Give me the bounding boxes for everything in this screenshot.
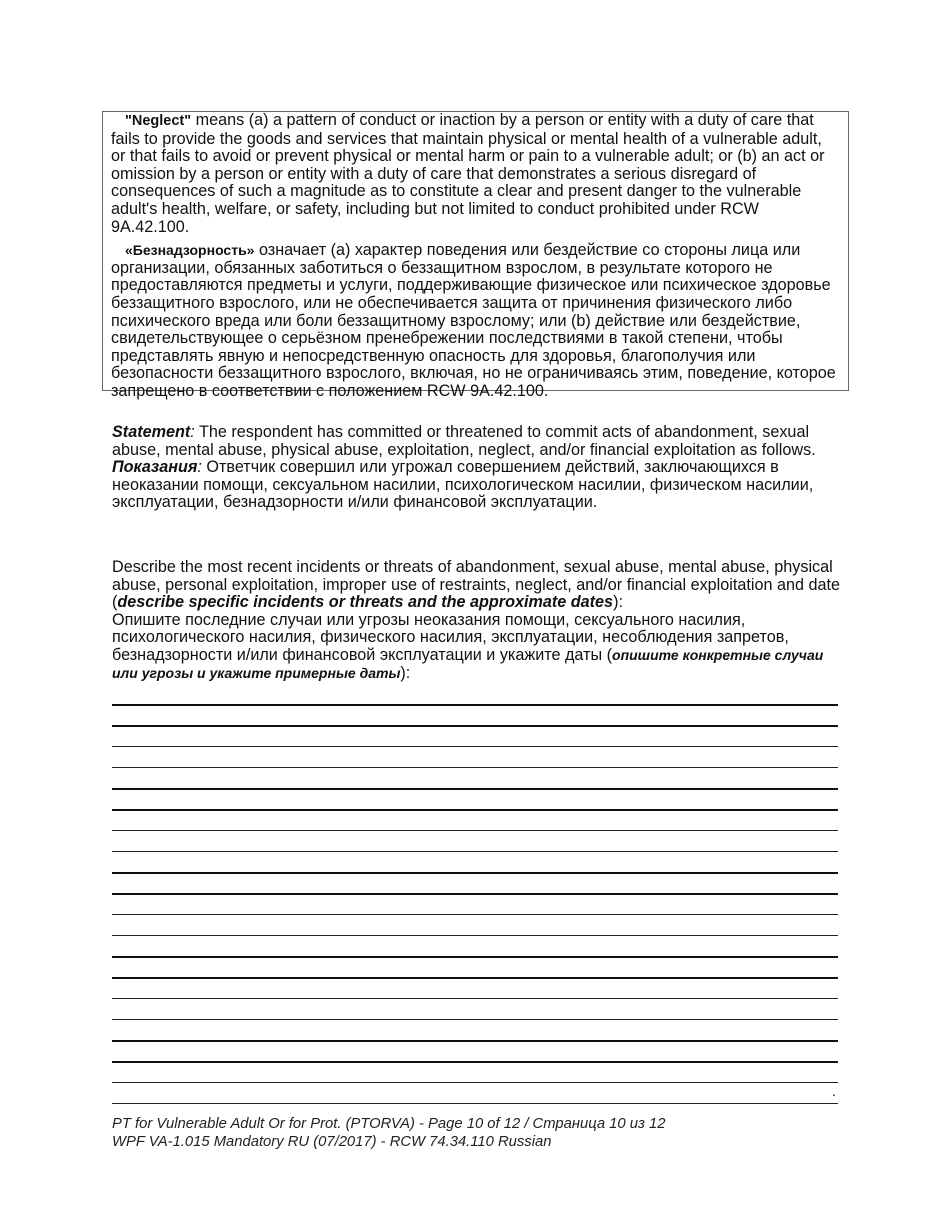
answer-line[interactable]: [112, 830, 838, 831]
describe-italic-ru: опишите конкретные случаи или угрозы и укажите примерные даты: [112, 646, 824, 681]
answer-line[interactable]: [112, 872, 838, 874]
answer-line[interactable]: [112, 725, 838, 727]
answer-line[interactable]: [112, 788, 838, 790]
answer-line[interactable]: [112, 746, 838, 747]
statement-colon-ru: :: [197, 458, 202, 477]
statement-label-ru: Показания: [112, 458, 198, 477]
footer-line-1: PT for Vulnerable Adult Or for Prot. (PTORVA) - Page 10 of 12 / Страница 10 из 12: [112, 1116, 666, 1132]
statement-text-en: The respondent has committed or threatened to commit acts of abandonment, sexual abuse, mental abuse, physical abuse, exploitation, neglect, and/or financial exploitation as follows.: [112, 423, 816, 459]
statement-ru: [112, 459, 842, 512]
neglect-definition-en: [111, 112, 840, 236]
answer-line[interactable]: [112, 1103, 838, 1104]
neglect-term-ru: «Безнадзорность»: [125, 242, 255, 259]
statement-section: [112, 424, 842, 512]
end-mark: .: [832, 1083, 836, 1099]
describe-text-en: Describe the most recent incidents or threats of abandonment, sexual abuse, mental abuse, physical abuse, personal exploitation, improper use of restraints, neglect, and/or financial exploitation and date (: [112, 558, 840, 612]
answer-line[interactable]: [112, 1019, 838, 1020]
describe-italic-en: describe specific incidents or threats and the approximate dates: [117, 593, 614, 612]
answer-line[interactable]: [112, 767, 838, 768]
answer-line[interactable]: [112, 893, 838, 895]
describe-end-en: ):: [613, 593, 623, 612]
answer-line[interactable]: [112, 1061, 838, 1063]
answer-line[interactable]: [112, 914, 838, 915]
neglect-definition-ru: [111, 242, 840, 400]
describe-en: [112, 559, 842, 612]
answer-line[interactable]: [112, 977, 838, 979]
answer-line[interactable]: [112, 1040, 838, 1042]
neglect-definition-box: [102, 111, 849, 400]
footer-line-2: WPF VA-1.015 Mandatory RU (07/2017) - RCW 74.34.110 Russian: [112, 1133, 552, 1150]
answer-line[interactable]: [112, 1082, 838, 1083]
answer-line[interactable]: [112, 704, 838, 706]
statement-en: [112, 424, 842, 459]
neglect-text-en: means (a) a pattern of conduct or inaction by a person or entity with a duty of care that fails to provide the goods and services that maintain physical or mental health of a vulnerable adult, or that fails to avoid or prevent physical or mental harm or pain to a vulnerable adult; or (b) an act or omission by a person or entity with a duty of care that demonstrates a serious disregard of consequences of such a magnitude as to constitute a clear and present danger to the vulnerable adult's health, welfare, or safety, including but not limited to conduct prohibited under RCW 9A.42.100.: [111, 111, 825, 236]
page-footer: [112, 1116, 665, 1151]
neglect-text-ru: означает (a) характер поведения или бездействие со стороны лица или организации, обязанных заботиться о беззащитном взрослом, в результате которого не предоставляются предметы и услуги, поддерживающие физическое или психическое здоровье беззащитного взрослого, или не обеспечивается защита от причинения физического либо психического вреда или боли беззащитному взрослому; или (b) действие или бездействие, свидетельствующее о серьёзном пренебрежении последствиями в такой степени, чтобы представлять явную и непосредственную опасность для здоровья, благополучия или безопасности беззащитного взрослого, включая, но не ограничиваясь этим, поведение, которое запрещено в соответствии с положением RCW 9A.42.100.: [111, 241, 836, 400]
statement-label-en: Statement: [112, 423, 191, 441]
answer-writing-area[interactable]: [112, 704, 838, 1124]
answer-line[interactable]: [112, 851, 838, 852]
answer-line[interactable]: [112, 998, 838, 999]
statement-colon-en: :: [190, 423, 195, 441]
answer-line[interactable]: [112, 809, 838, 811]
answer-line[interactable]: [112, 935, 838, 936]
describe-ru: [112, 612, 842, 682]
answer-line[interactable]: [112, 956, 838, 958]
neglect-term-en: "Neglect": [125, 113, 192, 129]
describe-end-ru: ):: [400, 663, 411, 682]
statement-text-ru: Ответчик совершил или угрожал совершением действий, заключающихся в неоказании помощи, сексуальном насилии, психологическом насилии, физическом насилии, эксплуатации, безнадзорности и/или финансовой эксплуатации.: [112, 458, 814, 512]
describe-text-ru: Опишите последние случаи или угрозы неоказания помощи, сексуального насилия, психологического насилия, физического насилия, эксплуатации, несоблюдения запретов, безнадзорности и/или финансовой эксплуатации и укажите даты (: [112, 610, 789, 664]
describe-instructions: [112, 559, 842, 682]
